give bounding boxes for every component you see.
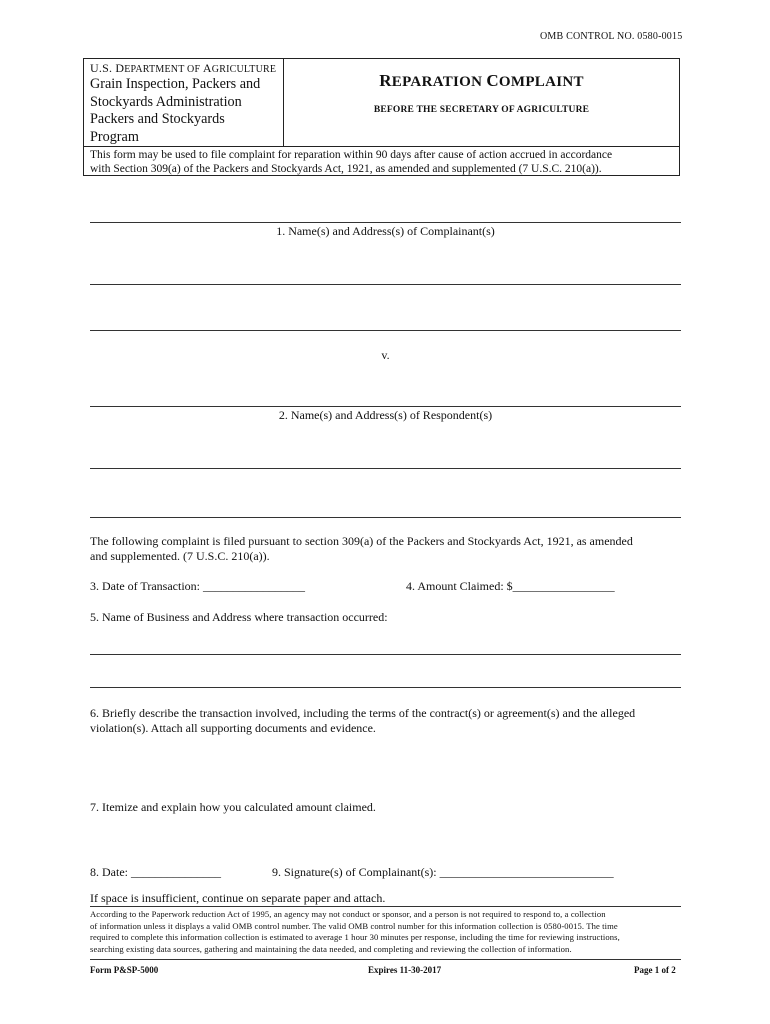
respondent-label: 2. Name(s) and Address(s) of Respondent(s) — [278, 408, 493, 422]
business-address-line-1[interactable] — [90, 654, 681, 655]
describe-transaction-label: 6. Briefly describe the transaction involved, including the terms of the contract(s) or agreement(s) and the alleged violation(s). Attach all supporting documents and evidence. — [90, 706, 636, 735]
agency-line-2: Stockyards Administration — [90, 93, 242, 110]
complainant-line-1[interactable] — [90, 284, 681, 285]
complainant-line-2[interactable] — [90, 330, 681, 331]
agency-line-1: Grain Inspection, Packers and — [90, 76, 261, 92]
statement-text: The following complaint is filed pursuant to section 309(a) of the Packers and Stockyards Act, 1921, as amended and supplemented. (7 U.S.C. 210(a)). — [90, 534, 633, 563]
department-name: U.S. DEPARTMENT OF AGRICULTURE — [90, 61, 277, 75]
divider — [90, 222, 681, 223]
form-title: REPARATION COMPLAINT — [379, 71, 584, 90]
versus-label: v. — [381, 348, 390, 362]
agency-block — [84, 59, 284, 146]
agency-line-4: Program — [90, 128, 139, 145]
complainant-label: 1. Name(s) and Address(s) of Complainant(s) — [276, 224, 495, 238]
business-address-line-2[interactable] — [90, 687, 681, 688]
agency-line-3: Packers and Stockyards — [90, 111, 225, 127]
date-of-transaction-field[interactable]: 3. Date of Transaction: _________________ — [90, 579, 305, 593]
form-header — [83, 58, 680, 176]
respondent-line-1[interactable] — [90, 468, 681, 469]
overflow-note: If space is insufficient, continue on separate paper and attach. — [90, 891, 386, 905]
signature-field[interactable]: 9. Signature(s) of Complainant(s): _____________________________ — [272, 865, 614, 879]
respondent-line-2[interactable] — [90, 517, 681, 518]
divider — [90, 959, 681, 960]
business-address-label: 5. Name of Business and Address where transaction occurred: — [90, 610, 388, 624]
divider — [90, 406, 681, 407]
divider — [90, 906, 681, 907]
date-field[interactable]: 8. Date: _______________ — [90, 865, 221, 879]
expiration-date: Expires 11-30-2017 — [368, 965, 442, 975]
form-subtitle: BEFORE THE SECRETARY OF AGRICULTURE — [373, 105, 590, 115]
amount-claimed-field[interactable]: 4. Amount Claimed: $_________________ — [406, 579, 615, 593]
title-block — [284, 59, 679, 146]
paperwork-notice: According to the Paperwork reduction Act of 1995, an agency may not conduct or sponsor, and a person is not required to respond to, a collection of information unless it displays a valid OMB control number. The valid OMB control number for this information collection is 0580-0015. The time required to complete this information collection is estimated to average 1 hour 30 minutes per response, including the time for reviewing instructions, searching existing data sources, gathering and maintaining the data needed, and completing and reviewing the collection of information. — [90, 909, 620, 954]
omb-control-number: OMB CONTROL NO. 0580-0015 — [540, 31, 683, 42]
itemize-label: 7. Itemize and explain how you calculated amount claimed. — [90, 800, 376, 814]
intro-text: This form may be used to file complaint for reparation within 90 days after cause of action accrued in accordance with Section 309(a) of the Packers and Stockyards Act, 1921, as amended and supplemented (7 U.S.C. 210(a)). — [84, 146, 679, 175]
form-number: Form P&SP-5000 — [90, 965, 159, 975]
page-number: Page 1 of 2 — [634, 965, 676, 975]
